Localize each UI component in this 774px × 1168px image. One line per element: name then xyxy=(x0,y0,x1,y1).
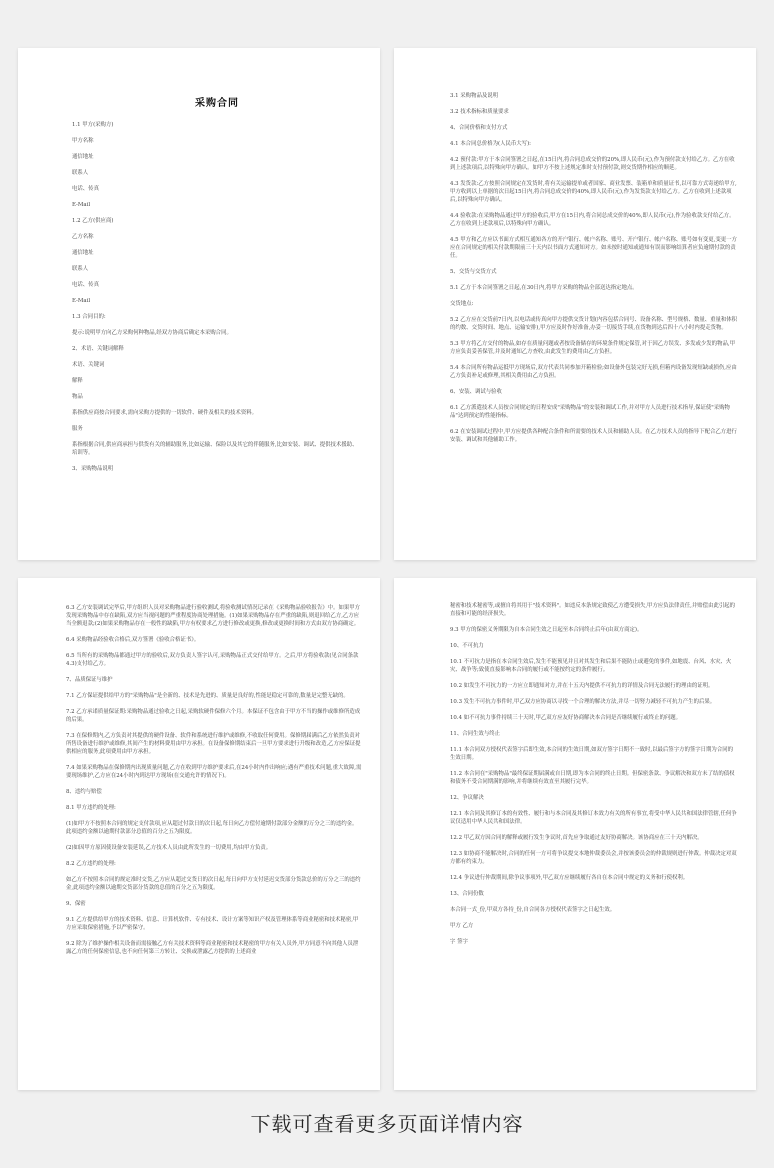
text-line: 8、违约与赔偿 xyxy=(66,789,102,795)
page-3-text xyxy=(66,604,362,956)
text-line: 9.2 除为了维护操作相关设备而需接触乙方有关技术资料等商业秘密和技术秘密的甲方有关人员外,甲方同意不向其他人员泄露乙方的任何保密信息,也不向任何第三方转让、交换或泄露乙方提供的上述商业 xyxy=(66,941,359,955)
text-line: 服务 xyxy=(72,426,83,432)
text-line: 12.1 本合同及其修订本的有效性、履行和与本合同及其修订本效力有关的所有事宜,将受中华人民共和国法律管辖,任何争议仅适用中华人民共和国法律。 xyxy=(450,811,737,825)
text-line: 电话、传真 xyxy=(72,282,99,288)
text-line: 11.1 本合同双方授权代表签字后即生效,本合同的生效日期,如双方签字日期不一致时,以最后签字方的签字日期为合同的生效日期。 xyxy=(450,747,733,761)
text-line: 3.1 采购物品及说明 xyxy=(450,93,499,99)
page-4-text xyxy=(450,602,738,946)
text-line: 12.4 争议进行仲裁期间,除争议事项外,甲乙双方应继续履行各自在本合同中规定的义务和行使权利。 xyxy=(450,875,689,881)
text-line: 7.3 在保修期内,乙方负责对其提供的硬件设备、软件和系统进行维护或维修,不收取任何费用。保修期届满后乙方依然负责对所售设备进行维护或维修,其间产生的材料费用由甲方承担。在设备保修期结束后一旦甲方要求进行升级和改造,乙方应保证提供相应的服务,此项费用由甲方承担。 xyxy=(66,733,361,755)
page-2-text xyxy=(450,92,738,444)
text-line: 5、交货与交货方式 xyxy=(450,269,497,275)
text-line: 1.2 乙方(供应商) xyxy=(72,218,114,224)
document-page-4 xyxy=(394,578,756,1090)
text-line: 3.2 技术指标和质量要求 xyxy=(450,109,509,115)
text-line: 10.2 如发生不可抗力的一方应立即通知对方,并在十五天内提供不可抗力的详情及合同无法履行的理由的证明。 xyxy=(450,683,714,689)
text-line: 9.1 乙方提供给甲方的技术资料、信息、计算机软件、专有技术、设计方案等知识产权及管理体系等商业秘密和技术秘密,甲方应采取保密措施,予以严密保守。 xyxy=(66,917,359,931)
text-line: 4.1 本合同总价格为(人民币大写): xyxy=(450,141,531,147)
contract-title: 采购合同 xyxy=(195,98,239,109)
text-line: 4.5 甲方和乙方应以书面方式相互通知各方的开户银行、帐户名称、账号、开户银行、帐户名称、账号如有变更,变更一方应在合同规定的相关付款期限前三十天内以书面方式通知对方。如未按时通知或通知有误而影响结算者应负逾期付款的责任。 xyxy=(450,237,737,259)
text-line: 联系人 xyxy=(72,170,89,176)
text-line: 11、合同生效与终止 xyxy=(450,731,500,737)
text-line: 术语、关键词 xyxy=(72,362,105,368)
text-line: 物品 xyxy=(72,394,83,400)
text-line: 交货地点: xyxy=(450,301,474,307)
text-line: 通信地址 xyxy=(72,250,94,256)
text-line: 6.3 乙方安装调试完毕后,甲方组织人员对采购物品进行验收测试,将验收测试情况记录在《采购物品验收报告》中。如果甲方发现采购物品中存在缺陷,双方应当视问题的严重程度协商处理措施。(1)如果采购物品存在严重的缺陷,则退回给乙方,乙方应当全额退款;(2)如果采购物品存在一般性的缺陷,甲方有权要求乙方进行修改或更换,修改或更换时间和方式由双方协商确定。 xyxy=(66,605,361,627)
text-line: 1.1 甲方(采购方) xyxy=(72,122,114,128)
text-line: 10.1 不可抗力是指在本合同生效后,发生不能预见并且对其发生和后果不能防止或避免的事件,如地震、台风、水灾、火灾、战争等;致使直接影响本合同的履行或不能按约定的条件履行。 xyxy=(450,659,732,673)
text-line: 秘密和技术秘密等,或擅自将其用于"技术资料"。如违反本条规定致使乙方遭受损失,甲方应负法律责任,并赔偿由此引起的直接和可能的经济损失。 xyxy=(450,603,736,617)
text-line: 系指供应商按合同要求,需向采购方提供的一切软件、硬件及相关的技术资料。 xyxy=(72,410,257,416)
text-line: 4.2 预付款:甲方于本合同签署之日起,在15日内,将合同总成交价的20%,即人民币(元),作为预付款支付给乙方。乙方在收到上述款项后,以特殊向甲方确认。如甲方不按上述规定准时支付预付款,则交货期作相应的顺延。 xyxy=(450,157,735,171)
text-line: 13、合同份数 xyxy=(450,891,484,897)
text-line: 解释 xyxy=(72,378,83,384)
page-1-text xyxy=(72,121,362,473)
text-line: 4、合同价格和支付方式 xyxy=(450,125,508,131)
text-line: 字 签字 xyxy=(450,939,468,945)
text-line: 4.3 发货款:乙方按照合同规定在发货时,将有关运输提单或者国家、商业发票、装箱单和质量证书,以可靠方式寄递给甲方,甲方收到以上单据的次日起15日内,将合同总成交价的40%,即人民币(元),作为发货款支付给乙方。乙方在收到上述款项后,以特殊向甲方确认。 xyxy=(450,181,737,203)
document-page-3 xyxy=(18,578,380,1090)
text-line: 10、不可抗力 xyxy=(450,643,484,649)
text-line: 6.4 采购物品经验收合格后,双方签署《验收合格证书》。 xyxy=(66,637,200,643)
text-line: 6.2 在安装调试过程中,甲方应提供各种配合条件和所需要的技术人员和辅助人员。在乙方技术人员的指导下配合乙方进行安装、调试和其他辅助工作。 xyxy=(450,429,737,443)
text-line: 3、采购物品说明 xyxy=(72,466,114,472)
text-line: 乙方名称 xyxy=(72,234,94,240)
text-line: 6、安装、调试与验收 xyxy=(450,389,502,395)
text-line: 1.3 合同目的: xyxy=(72,314,106,320)
text-line: (1)如甲方不按照本合同的规定支付款项,应从超过付款日的次日起,每日向乙方偿付逾期付款部分金额的万分之三的违约金。此项违约金额以逾期付款部分总值的百分之五为限度。 xyxy=(66,821,358,835)
text-line: 6.1 乙方派遣技术人员按合同规定的日程安成"采购物品"的安装和调试工作,并对甲方人员进行技术指导,保证使"采购物品"达到预定的性能指标。 xyxy=(450,405,730,419)
text-line: 10.3 发生不可抗力事件时,甲乙双方应协商以寻找一个合理的解决方法,并尽一切努力减轻不可抗力产生的后果。 xyxy=(450,699,716,705)
text-line: 5.4 本合同所有物品运抵甲方现场后,双方代表共同参加开箱检验;如设备外包装完好无损,但箱内设备发现短缺或损伤,应由乙方负责补足或修理,其相关费用由乙方负担。 xyxy=(450,365,737,379)
text-line: 9、保密 xyxy=(66,901,86,907)
text-line: 本合同一式_份,甲双方各持_份,自合同各方授权代表签字之日起生效。 xyxy=(450,907,616,913)
text-line: 12、争议解决 xyxy=(450,795,484,801)
text-line: 12.2 甲乙双方因合同的解释或履行发生争议时,首先应争取通过友好协商解决。该协商应在三十天内解决。 xyxy=(450,835,703,841)
text-line: 8.1 甲方违约的处理: xyxy=(66,805,116,811)
text-line: 7、品质保证与维护 xyxy=(66,677,113,683)
text-line: 联系人 xyxy=(72,266,89,272)
text-line: (2)如因甲方原因使设备安装延误,乙方技术人员由此所发生的一切费用,均由甲方负责。 xyxy=(66,845,272,851)
download-prompt[interactable]: 下载可查看更多页面详情内容 xyxy=(250,1112,524,1136)
text-line: 5.2 乙方应在交货前7日内,以电话或传真向甲方提供交货计划(内容包括合同号、设备名称、型号规格、数量、重量和体积的约数、交货时间、地点、运输安排),甲方应及时作好准备,办妥一切接货手续,在货物到达后四十八小时内提走货物。 xyxy=(450,317,738,331)
text-line: 系指根据合同,供应商承担与供货有关的辅助服务,比如运输、保险以及其它的伴随服务,比如安装、调试、提供技术援助、培训等。 xyxy=(72,442,358,456)
text-line: 6.5 当所有的采购物品都通过甲方的验收后,双方负责人签字认可,采购物品正式交付给甲方。之后,甲方将验收款(见合同条款4.3)支付给乙方。 xyxy=(66,653,359,667)
text-line: 10.4 如不可抗力事件持续三十天时,甲乙双方应友好协商解决本合同是否继续履行或终止的问题。 xyxy=(450,715,682,721)
text-line: 7.4 如果采购物品在保修期内出现质量问题,乙方在收到甲方维护要求后,在24小时内作出响应;遇有严重技术问题,重大故障,需要现场维护,乙方应在24小时内到达甲方现场(在交通允许的情况下)。 xyxy=(66,765,362,779)
text-line: 4.4 验收款:在采购物品通过甲方的验收后,甲方在15日内,将合同总成交价的40%,即人民币(元),作为验收款支付给乙方。乙方在收到上述款项后,以特殊向甲方确认。 xyxy=(450,213,735,227)
text-line: 5.3 甲方将乙方交付的物品,如存在质量问题或者按设备储存的环境条件规定保管,对于因乙方误发、多发或少发的物品,甲方应负责妥善保管,并及时通知乙方查收,由此发生的费用由乙方负担。 xyxy=(450,341,735,355)
text-line: E-Mail xyxy=(72,298,91,304)
text-line: 2、术语、关键词解释 xyxy=(72,346,124,352)
text-line: 甲方名称 xyxy=(72,138,94,144)
text-line: 7.1 乙方保证提供给甲方的"采购物品"是全新的、技术是先进的、质量是良好的,性能是稳定可靠的,数量是完整无缺的。 xyxy=(66,693,349,699)
text-line: 12.3 如协商不能解决时,合同的任何一方可将争议提交本地仲裁委员会,并按该委员会的仲裁规则进行仲裁。仲裁决定对双方都有约束力。 xyxy=(450,851,737,865)
text-line: 如乙方不按照本合同的规定准时交货,乙方应从超过交货日的次日起,每日向甲方支付延迟交货部分货款总价的万分之三的违约金,此项违约金额以逾期交货部分货款的总值的百分之五为限度。 xyxy=(66,877,361,891)
text-line: 电话、传真 xyxy=(72,186,99,192)
text-line: 7.2 乙方承诺质量保证期:采购物品通过验收之日起,采购软硬件保修六个月。本保证不包含由于甲方不当的操作或维修所造成的后果。 xyxy=(66,709,361,723)
text-line: 甲方 乙方 xyxy=(450,923,474,929)
text-line: 9.3 甲方的保密义务期限为自本合同生效之日起至本合同终止后年(由双方商定)。 xyxy=(450,627,643,633)
text-line: 8.2 乙方违约的处理: xyxy=(66,861,116,867)
text-line: 5.1 乙方于本合同签署之日起,在30日内,将甲方采购的物品全部送达指定地点。 xyxy=(450,285,638,291)
text-line: 提示:说明甲方向乙方采购何种物品,经双方协商后确定本采购合同。 xyxy=(72,330,232,336)
text-line: 11.2 本合同在"采购物品"最终保证期届满或自日期,即为本合同的终止日期。但保密条款、争议解决和双方未了结的债权和债务不受合同期满的影响,并将继续有效直至其履行完毕。 xyxy=(450,771,735,785)
document-page-2 xyxy=(394,48,756,560)
text-line: 通信地址 xyxy=(72,154,94,160)
document-page-1 xyxy=(18,48,380,560)
text-line: E-Mail xyxy=(72,202,91,208)
